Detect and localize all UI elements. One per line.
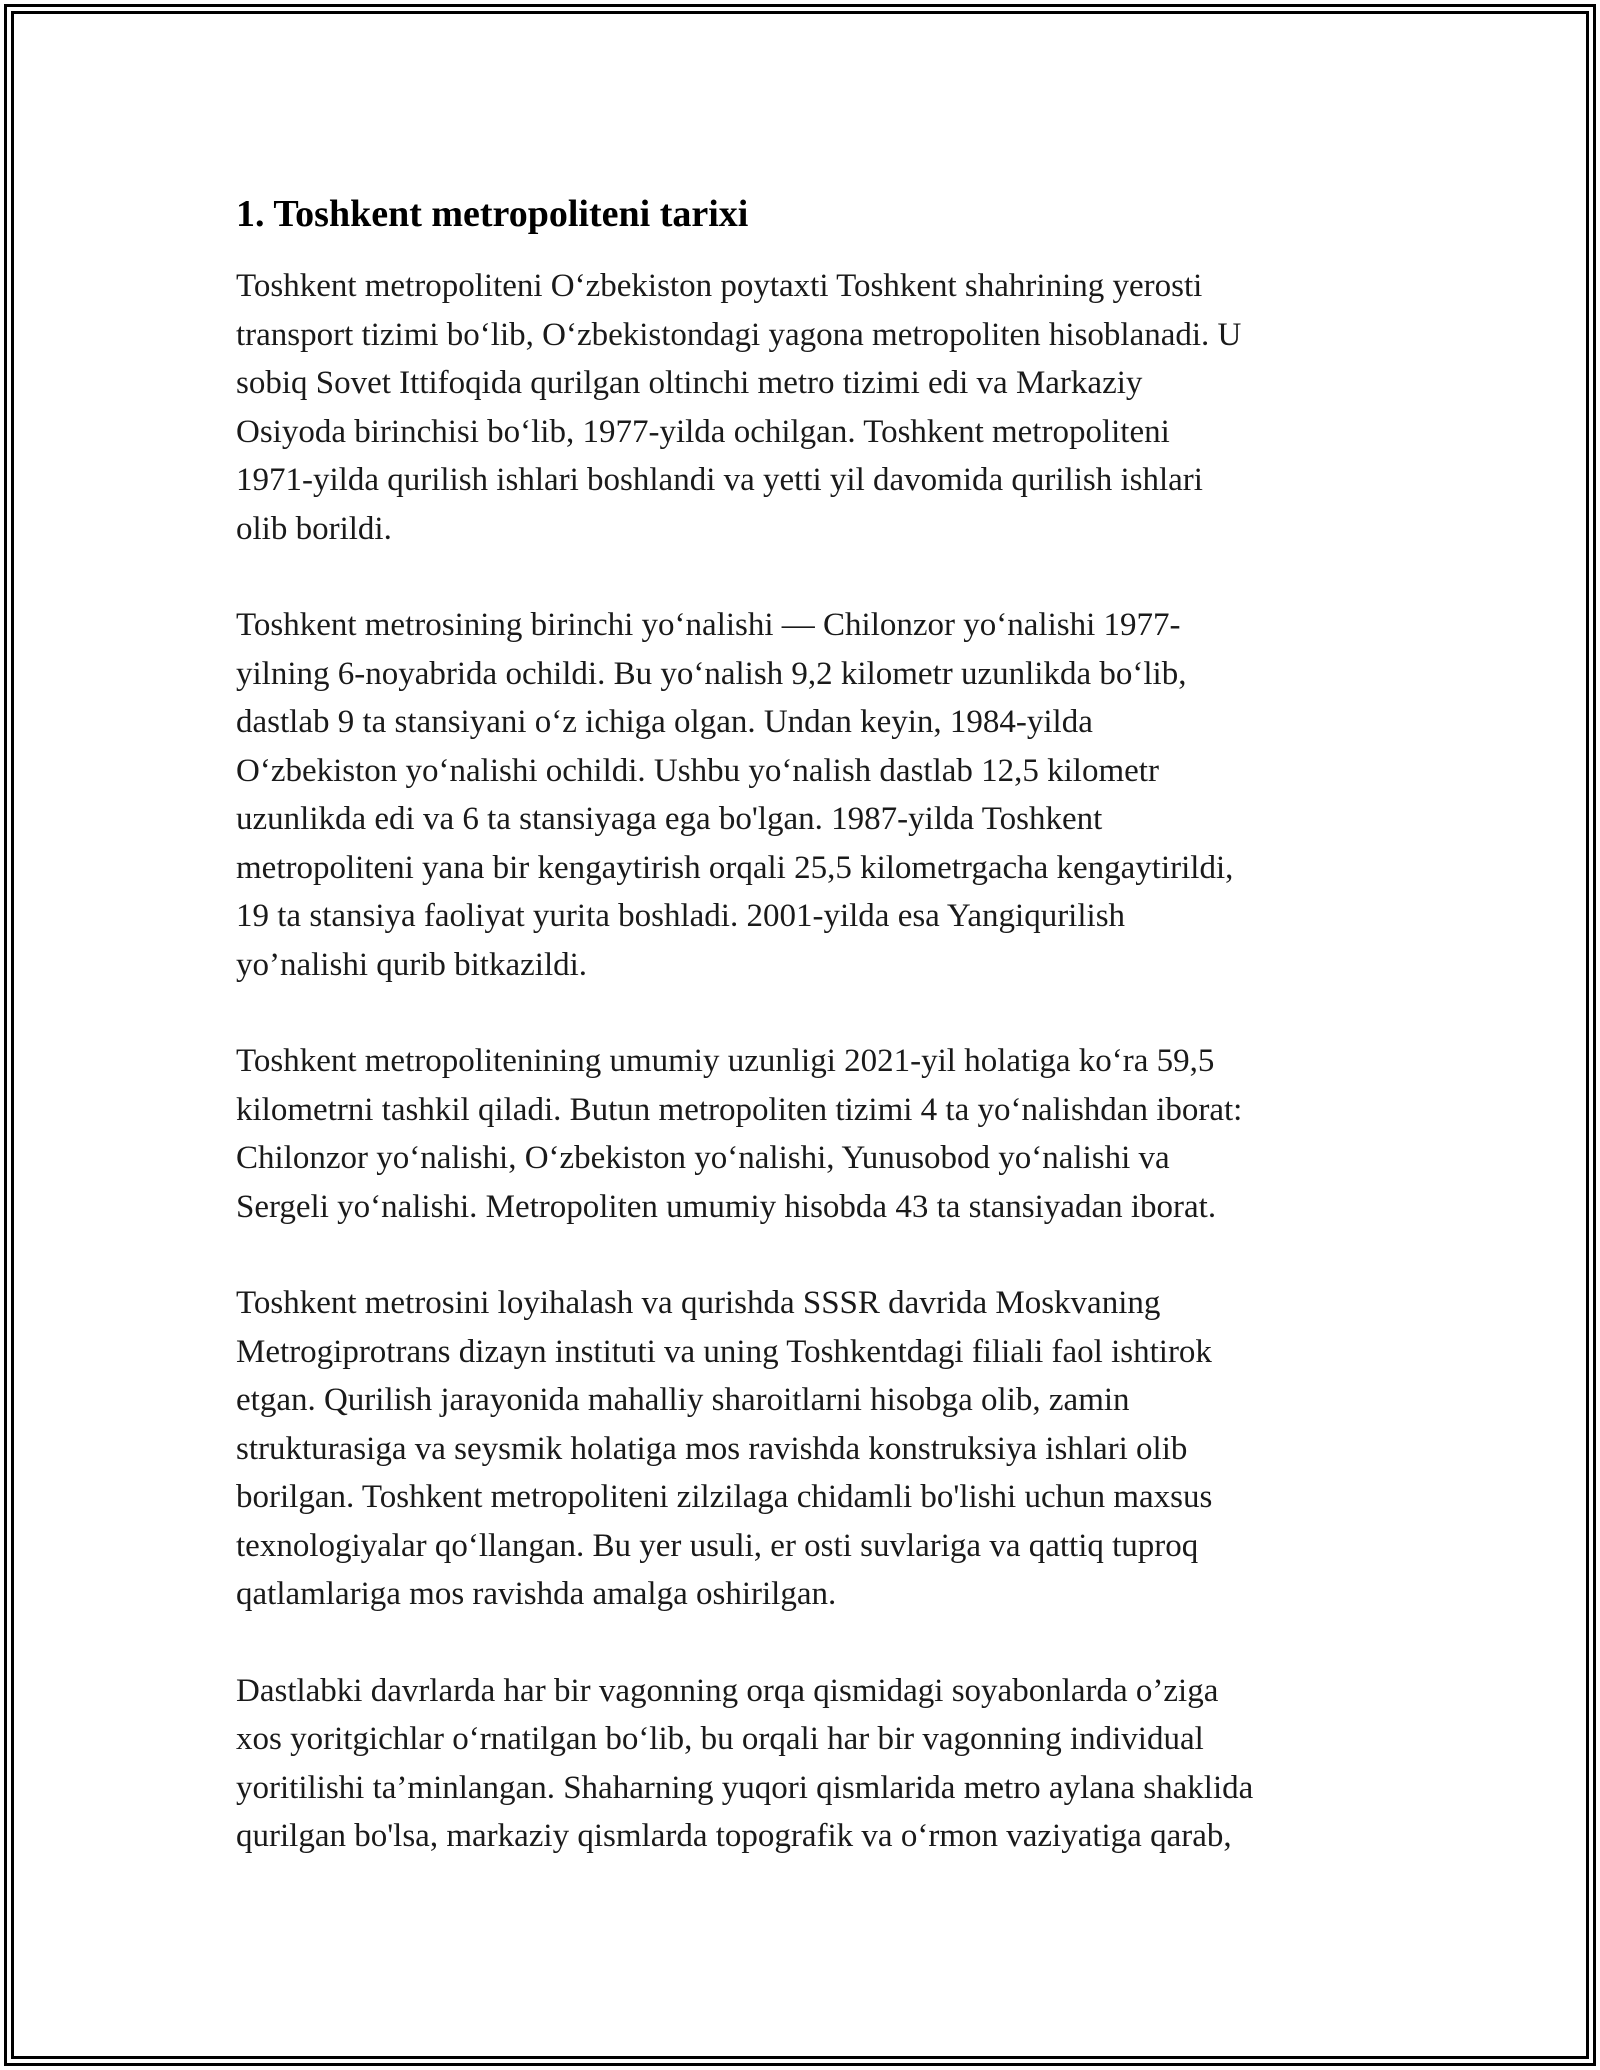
text-line: 19 ta stansiya faoliyat yurita boshladi. 2001-yilda esa Yangiqurilish: [236, 898, 1126, 934]
text-line: transport tizimi bo‘lib, O‘zbekistondagi yagona metropoliten hisoblanadi. U: [236, 316, 1242, 353]
section-heading: 1. Toshkent metropoliteni tarixi: [236, 193, 749, 235]
text-line: Toshkent metrosini loyihalash va qurishda SSSR davrida Moskvaning: [236, 1285, 1161, 1321]
text-line: qurilgan bo'lsa, markaziy qismlarda topografik va o‘rmon vaziyatiga qarab,: [236, 1818, 1232, 1854]
text-line: yoritilishi ta’minlangan. Shaharning yuqori qismlarida metro aylana shaklida: [236, 1769, 1254, 1806]
paragraph: [236, 262, 1386, 553]
text-line: xos yoritgichlar o‘rnatilgan bo‘lib, bu orqali har bir vagonning individual: [236, 1721, 1204, 1757]
text-line: etgan. Qurilish jarayonida mahalliy sharoitlarni hisobga olib, zamin: [236, 1382, 1130, 1418]
text-line: metropoliteni yana bir kengaytirish orqali 25,5 kilometrgacha kengaytirildi,: [236, 849, 1234, 886]
document-body: [236, 188, 1386, 1909]
paragraph: [236, 1279, 1386, 1619]
text-line: qatlamlariga mos ravishda amalga oshirilgan.: [236, 1576, 837, 1612]
text-line: yilning 6-noyabrida ochildi. Bu yo‘nalish 9,2 kilometr uzunlikda bo‘lib,: [236, 655, 1187, 692]
text-line: dastlab 9 ta stansiyani o‘z ichiga olgan. Undan keyin, 1984-yilda: [236, 704, 1093, 740]
text-line: strukturasiga va seysmik holatiga mos ravishda konstruksiya ishlari olib: [236, 1430, 1188, 1467]
text-line: Toshkent metropolitenining umumiy uzunligi 2021-yil holatiga ko‘ra 59,5: [236, 1043, 1215, 1079]
text-line: Osiyoda birinchisi bo‘lib, 1977-yilda ochilgan. Toshkent metropoliteni: [236, 413, 1170, 450]
text-line: yo’nalishi qurib bitkazildi.: [236, 946, 588, 983]
text-line: sobiq Sovet Ittifoqida qurilgan oltinchi metro tizimi edi va Markaziy: [236, 365, 1143, 401]
text-line: kilometrni tashkil qiladi. Butun metropoliten tizimi 4 ta yo‘nalishdan iborat:: [236, 1091, 1243, 1128]
text-line: Sergeli yo‘nalishi. Metropoliten umumiy hisobda 43 ta stansiyadan iborat.: [236, 1188, 1217, 1225]
paragraph: [236, 1667, 1386, 1861]
text-line: Chilonzor yo‘nalishi, O‘zbekiston yo‘nalishi, Yunusobod yo‘nalishi va: [236, 1140, 1170, 1176]
text-line: O‘zbekiston yo‘nalishi ochildi. Ushbu yo‘nalish dastlab 12,5 kilometr: [236, 752, 1159, 789]
text-line: Dastlabki davrlarda har bir vagonning orqa qismidagi soyabonlarda o’ziga: [236, 1672, 1219, 1709]
text-line: Toshkent metropoliteni O‘zbekiston poytaxti Toshkent shahrining yerosti: [236, 268, 1203, 304]
text-line: olib borildi.: [236, 510, 392, 547]
text-line: borilgan. Toshkent metropoliteni zilzilaga chidamli bo'lishi uchun maxsus: [236, 1479, 1213, 1515]
paragraph-list: [236, 262, 1386, 1861]
text-line: uzunlikda edi va 6 ta stansiyaga ega bo'lgan. 1987-yilda Toshkent: [236, 801, 1103, 837]
text-line: texnologiyalar qo‘llangan. Bu yer usuli, er osti suvlariga va qattiq tuproq: [236, 1527, 1199, 1564]
text-line: Metrogiprotrans dizayn instituti va uning Toshkentdagi filiali faol ishtirok: [236, 1333, 1212, 1370]
text-line: 1971-yilda qurilish ishlari boshlandi va yetti yil davomida qurilish ishlari: [236, 462, 1203, 498]
text-line: Toshkent metrosining birinchi yo‘nalishi — Chilonzor yo‘nalishi 1977-: [236, 607, 1181, 643]
paragraph: [236, 601, 1386, 989]
paragraph: [236, 1037, 1386, 1231]
